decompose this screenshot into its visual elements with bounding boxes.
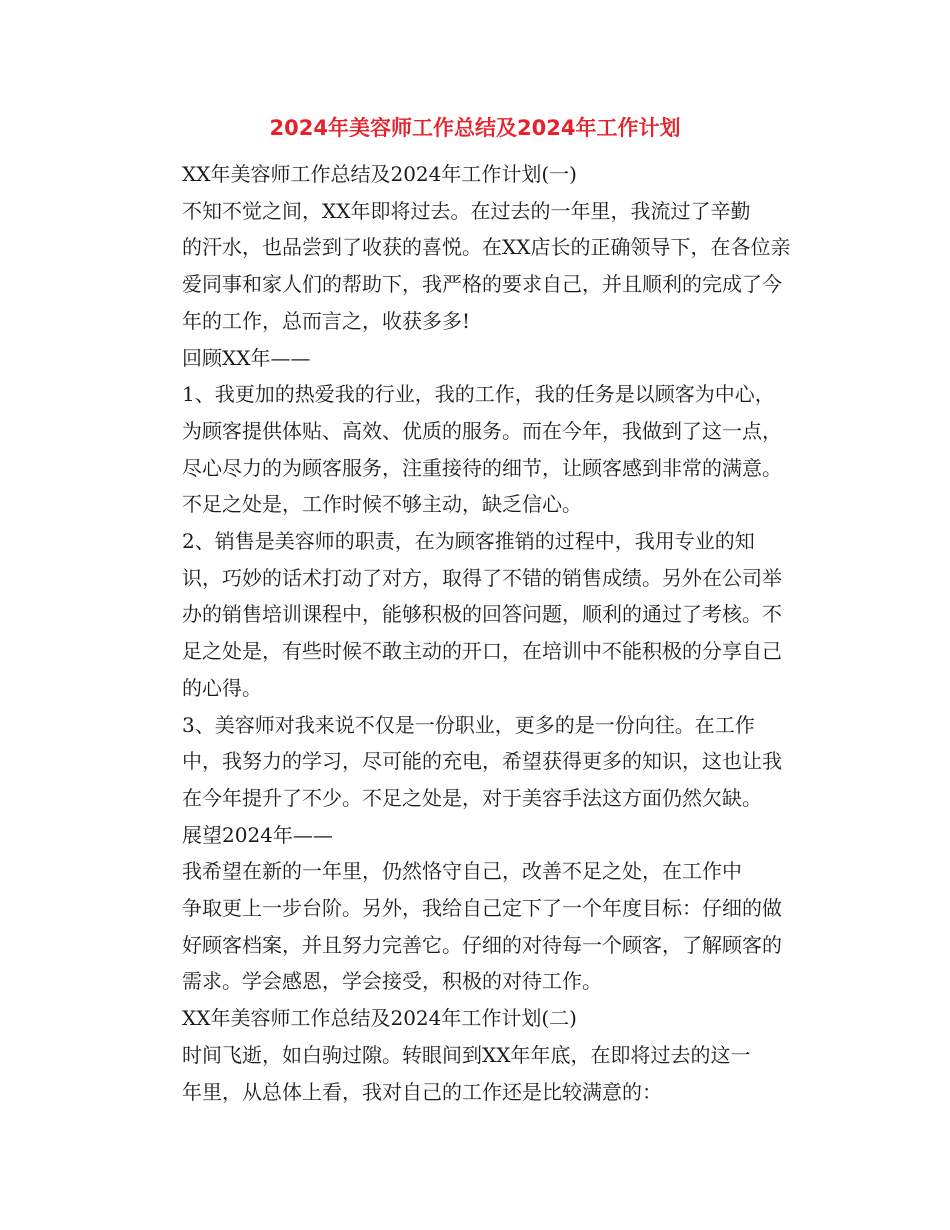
text-line: 不知不觉之间，XX年即将过去。在过去的一年里，我流过了辛勤 <box>182 198 751 223</box>
text-line: 在今年提升了不少。不足之处是，对于美容手法这方面仍然欠缺。 <box>182 785 762 810</box>
text-line: 好顾客档案，并且努力完善它。仔细的对待每一个顾客，了解顾客的 <box>182 932 782 957</box>
paragraph-intro <box>142 193 822 340</box>
paragraph-outlook <box>142 853 822 1000</box>
paragraph-section-2-intro <box>142 1037 822 1110</box>
document-body <box>142 156 822 1110</box>
text-line: 不足之处是，工作时候不够主动，缺乏信心。 <box>182 492 582 517</box>
text-line: 年里，从总体上看，我对自己的工作还是比较满意的： <box>182 1079 662 1104</box>
document-title: 2024年美容师工作总结及2024年工作计划 <box>269 116 681 140</box>
text-line: 的心得。 <box>182 675 262 700</box>
paragraph-review-heading <box>142 340 822 377</box>
text-line: 1、我更加的热爱我的行业，我的工作，我的任务是以顾客为中心， <box>182 382 775 407</box>
text-line: 3、美容师对我来说不仅是一份职业，更多的是一份向往。在工作 <box>182 712 755 737</box>
text-line: 争取更上一步台阶。另外，我给自己定下了一个年度目标：仔细的做 <box>182 896 782 921</box>
text-line: 2、销售是美容师的职责，在为顾客推销的过程中，我用专业的知 <box>182 529 755 554</box>
paragraph-point-1 <box>142 376 822 523</box>
text-line: 办的销售培训课程中，能够积极的回答问题，顺利的通过了考核。不 <box>182 602 782 627</box>
text-line: 回顾XX年—— <box>182 345 311 370</box>
text-line: 的汗水，也品尝到了收获的喜悦。在XX店长的正确领导下，在各位亲 <box>182 235 791 260</box>
text-line: 为顾客提供体贴、高效、优质的服务。而在今年，我做到了这一点， <box>182 418 782 443</box>
paragraph-section-heading-2 <box>142 1000 822 1037</box>
text-line: 我希望在新的一年里，仍然恪守自己，改善不足之处，在工作中 <box>182 859 742 884</box>
text-line: 展望2024年—— <box>182 822 333 847</box>
text-line: 尽心尽力的为顾客服务，注重接待的细节，让顾客感到非常的满意。 <box>182 455 782 480</box>
paragraph-outlook-heading <box>142 817 822 854</box>
paragraph-section-heading-1 <box>142 156 822 193</box>
text-line: 时间飞逝，如白驹过隙。转眼间到XX年年底，在即将过去的这一 <box>182 1042 751 1067</box>
text-line: XX年美容师工作总结及2024年工作计划(一) <box>182 162 577 186</box>
text-line: 中，我努力的学习，尽可能的充电，希望获得更多的知识，这也让我 <box>182 749 782 774</box>
paragraph-point-3 <box>142 707 822 817</box>
text-line: XX年美容师工作总结及2024年工作计划(二) <box>182 1006 577 1031</box>
text-line: 足之处是，有些时候不敢主动的开口，在培训中不能积极的分享自己 <box>182 639 782 664</box>
text-line: 年的工作，总而言之，收获多多! <box>182 308 471 333</box>
paragraph-point-2 <box>142 523 822 707</box>
text-line: 爱同事和家人们的帮助下，我严格的要求自己，并且顺利的完成了今 <box>182 272 782 297</box>
text-line: 需求。学会感恩，学会接受，积极的对待工作。 <box>182 969 602 994</box>
text-line: 识，巧妙的话术打动了对方，取得了不错的销售成绩。另外在公司举 <box>182 565 782 590</box>
